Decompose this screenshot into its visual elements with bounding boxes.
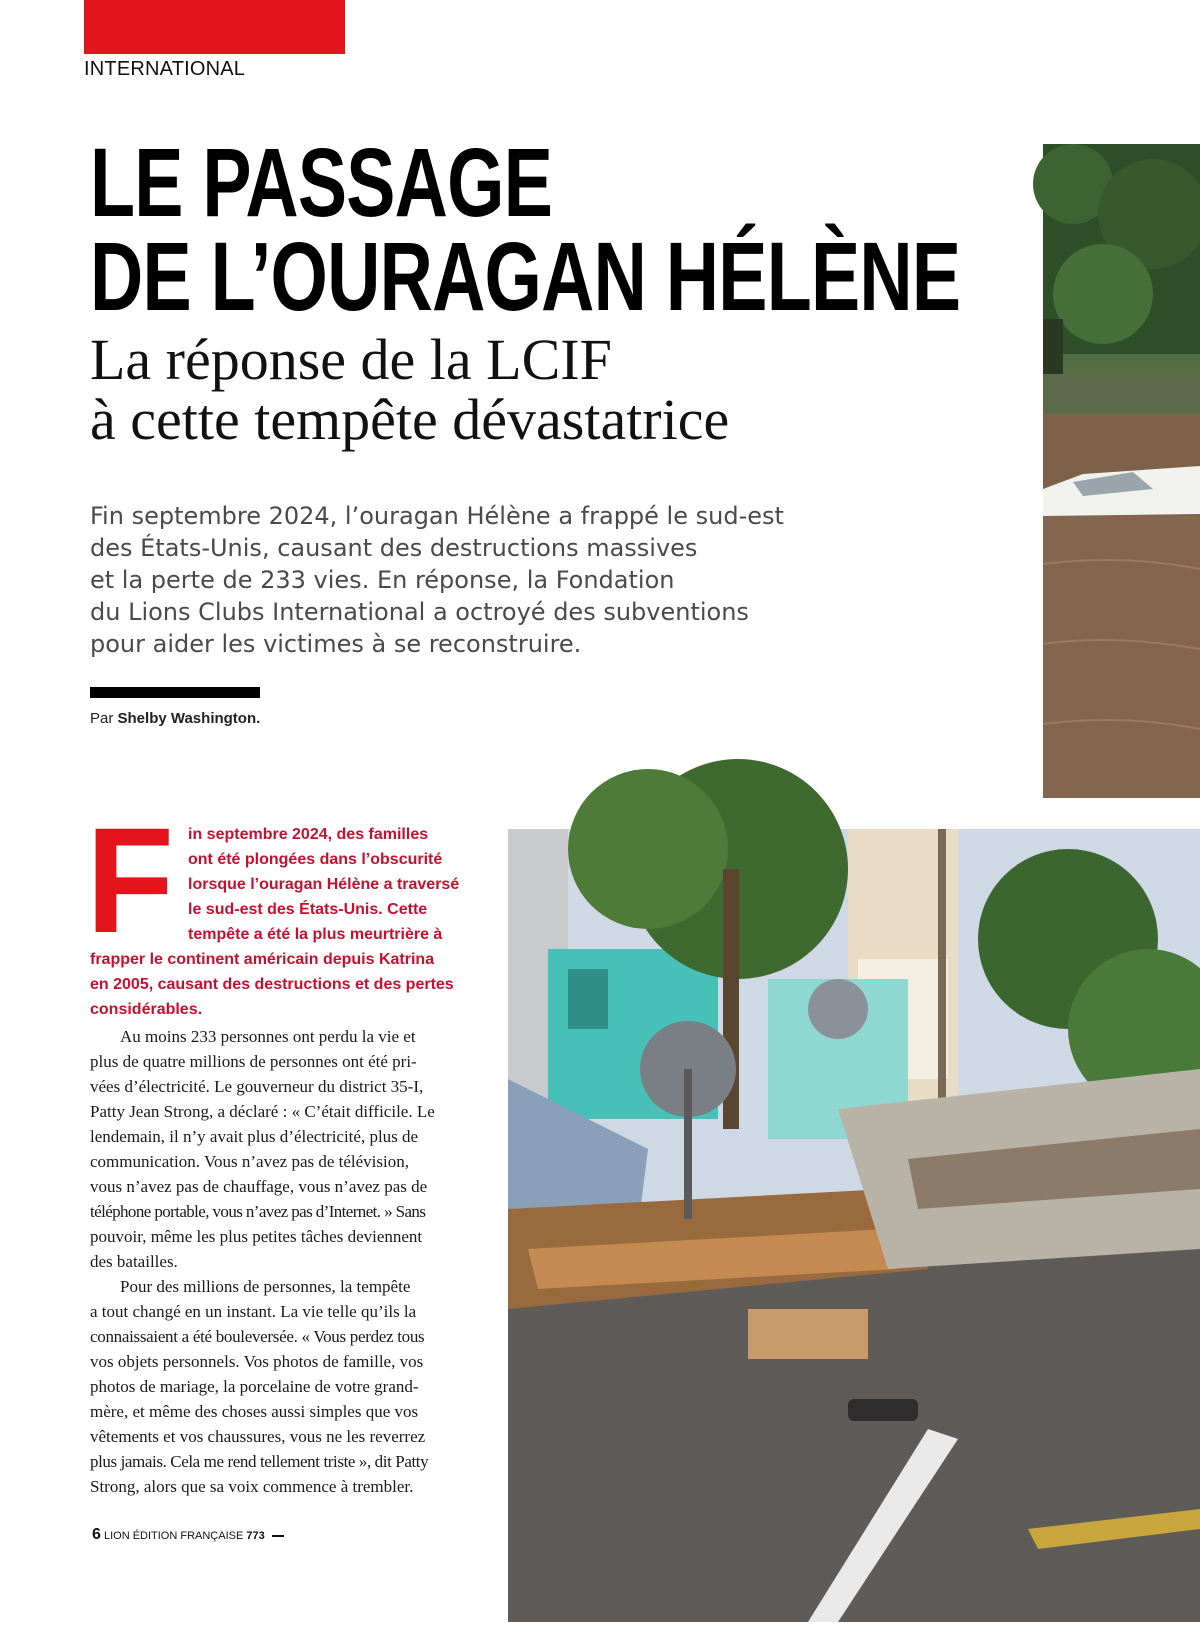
byline-prefix: Par	[90, 710, 114, 727]
byline-author: Shelby Washington.	[117, 710, 261, 727]
body-line: Pour des millions de personnes, la tempête	[120, 1277, 411, 1296]
body-line: plus jamais. Cela me rend tellement triste », dit Patty	[90, 1452, 429, 1471]
body-line: a tout changé en un instant. La vie telle qu’ils la	[90, 1302, 417, 1321]
headline-line: LE PASSAGE	[90, 128, 553, 237]
lead-line: ont été plongées dans l’obscurité	[188, 851, 443, 868]
intro-line: Fin septembre 2024, l’ouragan Hélène a frappé le sud-est	[90, 502, 784, 530]
subtitle	[90, 327, 730, 452]
body-text	[90, 1024, 510, 1499]
section-color-tab	[84, 0, 345, 54]
body-line: photos de mariage, la porcelaine de votre grand-	[90, 1377, 419, 1396]
issue-number: 773	[246, 1530, 265, 1542]
flood-photo	[1043, 144, 1200, 798]
body-line: vous n’avez pas de chauffage, vous n’avez pas de	[90, 1177, 428, 1196]
body-line: téléphone portable, vous n’avez pas d’Internet. » Sans	[90, 1202, 426, 1221]
footer-dash	[272, 1535, 284, 1537]
intro-paragraph	[90, 500, 790, 660]
intro-line: des États-Unis, causant des destructions massives	[90, 534, 698, 562]
body-line: Au moins 233 personnes ont perdu la vie et	[120, 1027, 416, 1046]
intro-line: du Lions Clubs International a octroyé des subventions	[90, 598, 749, 626]
page-footer	[92, 1526, 284, 1544]
byline-rule	[90, 687, 260, 698]
lead-line: tempête a été la plus meurtrière à	[188, 926, 443, 943]
lead-line: lorsque l’ouragan Hélène a traversé	[188, 876, 460, 893]
subtitle-line: La réponse de la LCIF	[90, 327, 612, 392]
body-line: plus de quatre millions de personnes ont été pri-	[90, 1052, 417, 1071]
page-number: 6	[92, 1526, 101, 1543]
body-line: vêtements et vos chaussures, vous ne les reverrez	[90, 1427, 426, 1446]
body-line: Strong, alors que sa voix commence à trembler.	[90, 1477, 414, 1496]
drop-cap-letter: F	[86, 796, 174, 964]
headline	[90, 128, 961, 331]
body-line: vées d’électricité. Le gouverneur du district 35-I,	[90, 1077, 424, 1096]
section-label: INTERNATIONAL	[84, 58, 246, 80]
intro-line: pour aider les victimes à se reconstruire.	[90, 630, 582, 658]
headline-line: DE L’OURAGAN HÉLÈNE	[90, 222, 961, 331]
body-line: connaissaient a été bouleversée. « Vous perdez tous	[90, 1327, 425, 1346]
magazine-name: LION ÉDITION FRANÇAISE	[103, 1530, 244, 1542]
intro-line: et la perte de 233 vies. En réponse, la Fondation	[90, 566, 675, 594]
body-line: communication. Vous n’avez pas de télévision,	[90, 1152, 409, 1171]
lead-line: frapper le continent américain depuis Katrina	[90, 951, 435, 968]
debris-photo	[508, 829, 1200, 1622]
lead-line: considérables.	[90, 1001, 203, 1018]
body-line: lendemain, il n’y avait plus d’électricité, plus de	[90, 1127, 419, 1146]
body-line: vos objets personnels. Vos photos de famille, vos	[90, 1352, 424, 1371]
debris-photo-illustration	[508, 829, 1200, 1622]
lead-line: en 2005, causant des destructions et des pertes	[90, 976, 454, 993]
subtitle-line: à cette tempête dévastatrice	[90, 387, 730, 452]
lead-paragraph	[90, 822, 510, 1022]
lead-line: in septembre 2024, des familles	[188, 826, 429, 843]
lead-line: le sud-est des États-Unis. Cette	[188, 901, 428, 918]
byline	[90, 710, 260, 727]
flood-photo-illustration	[1043, 144, 1200, 798]
body-line: des batailles.	[90, 1252, 178, 1271]
body-line: Patty Jean Strong, a déclaré : « C’était difficile. Le	[90, 1102, 435, 1121]
body-line: mère, et même des choses aussi simples que vos	[90, 1402, 419, 1421]
body-line: pouvoir, même les plus petites tâches deviennent	[90, 1227, 423, 1246]
